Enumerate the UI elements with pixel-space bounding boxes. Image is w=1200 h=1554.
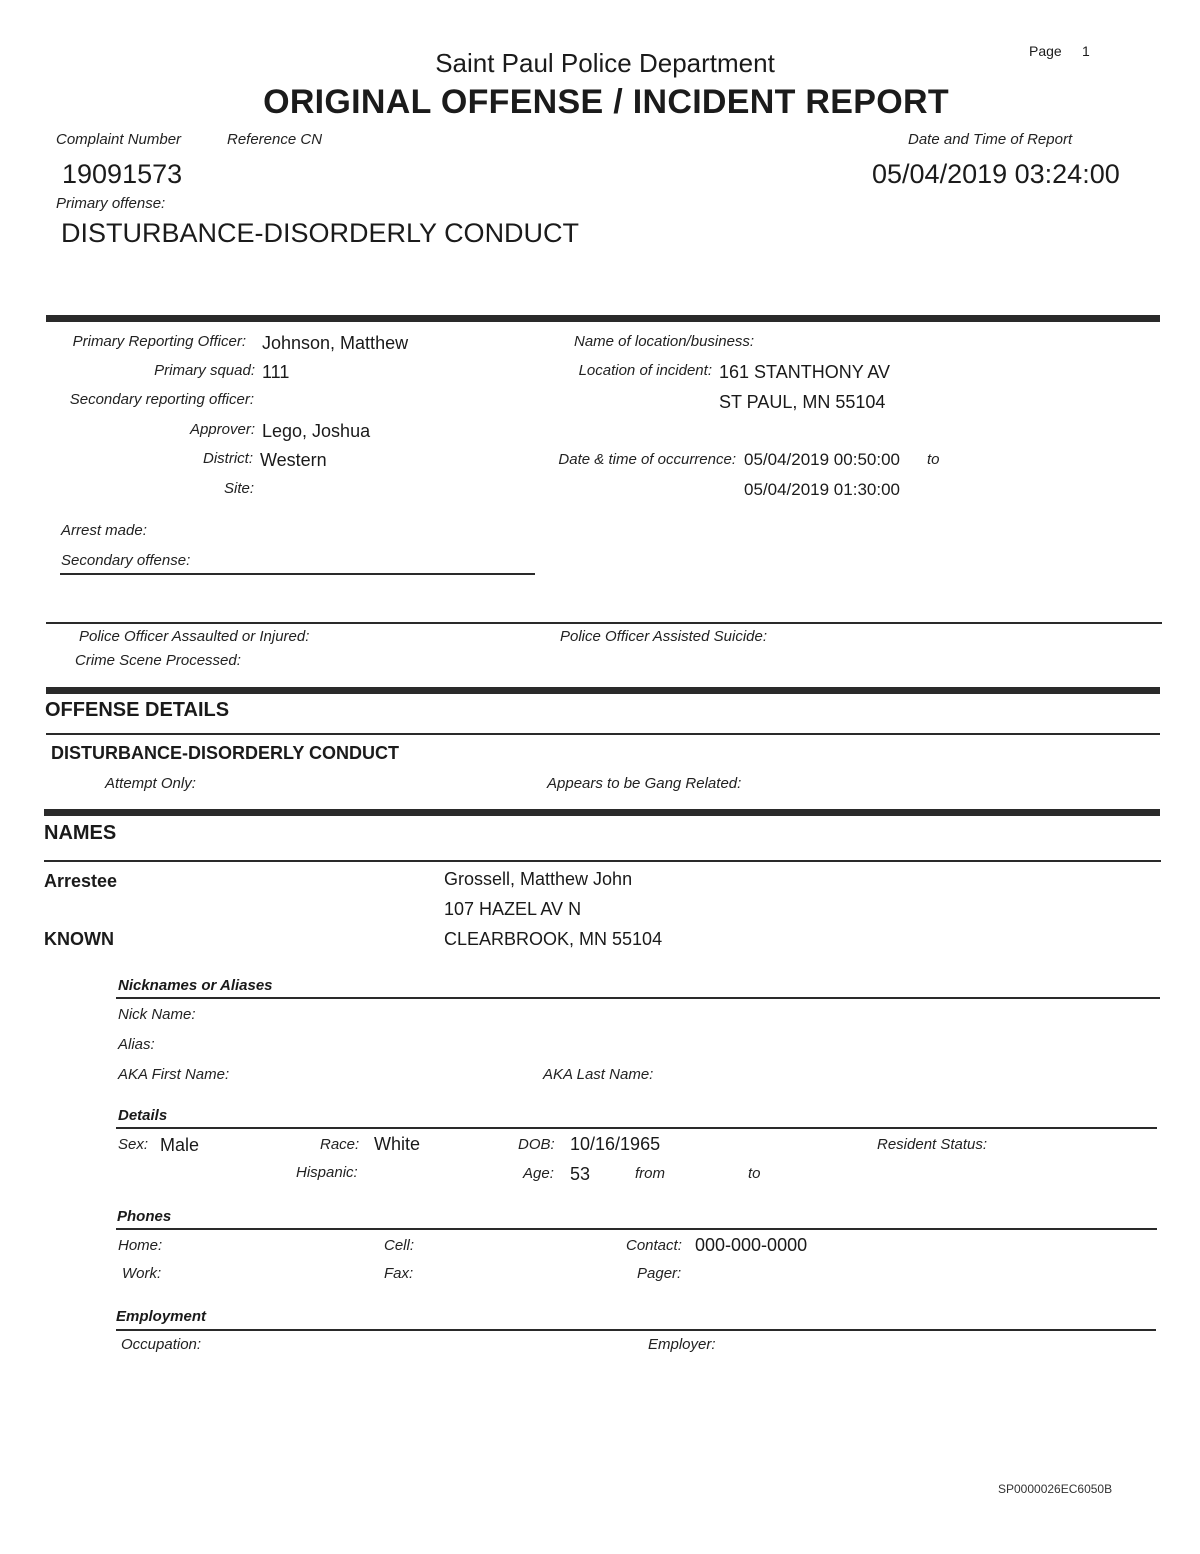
pager-label: Pager: [637, 1265, 682, 1282]
age-value: 53 [570, 1164, 591, 1184]
gang-related-label: Appears to be Gang Related: [547, 775, 742, 792]
complaint-number: 19091573 [62, 159, 183, 189]
occurrence-to-label: to [927, 451, 940, 468]
person-address-line2: CLEARBROOK, MN 55104 [444, 929, 663, 949]
details-title: Details [118, 1107, 168, 1124]
work-phone-label: Work: [122, 1265, 162, 1282]
department-name: Saint Paul Police Department [435, 48, 775, 78]
officer-assaulted-label: Police Officer Assaulted or Injured: [79, 628, 310, 645]
primary-squad: 111 [262, 362, 290, 382]
age-from-label: from [635, 1165, 665, 1182]
age-to-label: to [748, 1165, 761, 1182]
home-phone-label: Home: [118, 1237, 163, 1254]
race-label: Race: [320, 1136, 360, 1153]
arrest-made-label: Arrest made: [61, 522, 147, 539]
secondary-reporting-officer-label: Secondary reporting officer: [69, 391, 254, 408]
sex-label: Sex: [118, 1136, 149, 1153]
primary-squad-label: Primary squad: [154, 362, 255, 379]
person-address-line1: 107 HAZEL AV N [444, 899, 582, 919]
nicknames-rule [116, 997, 1160, 999]
person-status: KNOWN [44, 929, 114, 949]
aka-first-name-label: AKA First Name: [118, 1066, 230, 1083]
nick-name-label: Nick Name: [118, 1006, 196, 1023]
page-number: 1 [1082, 43, 1090, 59]
nicknames-title: Nicknames or Aliases [118, 977, 273, 994]
hispanic-label: Hispanic: [296, 1164, 358, 1181]
approver: Lego, Joshua [262, 421, 371, 441]
phones-rule [116, 1228, 1157, 1230]
district: Western [260, 450, 327, 470]
dob-label: DOB: [518, 1136, 555, 1153]
header-divider [46, 315, 1160, 322]
primary-offense-label: Primary offense: [56, 195, 166, 212]
primary-reporting-officer: Johnson, Matthew [262, 333, 409, 353]
complaint-number-label: Complaint Number [56, 131, 182, 148]
flags-divider [46, 622, 1162, 624]
district-label: District: [203, 450, 253, 467]
race-value: White [374, 1134, 421, 1154]
date-time-report-label: Date and Time of Report [908, 131, 1073, 148]
reference-cn-label: Reference CN [227, 131, 323, 148]
occupation-label: Occupation: [121, 1336, 202, 1353]
secondary-offense-label: Secondary offense: [61, 552, 191, 569]
sex-value: Male [160, 1135, 200, 1155]
report-title: ORIGINAL OFFENSE / INCIDENT REPORT [263, 83, 949, 121]
resident-status-label: Resident Status: [877, 1136, 988, 1153]
offense-details-rule [46, 733, 1160, 735]
contact-phone-value: 000-000-0000 [695, 1235, 808, 1255]
names-top-divider [44, 809, 1160, 816]
crime-scene-label: Crime Scene Processed: [75, 652, 241, 669]
occurrence-label: Date & time of occurrence: [558, 451, 736, 468]
employment-rule [116, 1329, 1156, 1331]
location-name-label: Name of location/business: [574, 333, 755, 350]
secondary-offense-underline [60, 573, 535, 575]
age-label: Age: [523, 1165, 554, 1182]
offense-details-title: OFFENSE DETAILS [45, 699, 230, 721]
primary-reporting-officer-label: Primary Reporting Officer: [72, 333, 246, 350]
details-rule [116, 1127, 1157, 1129]
names-rule [44, 860, 1161, 862]
occurrence-end: 05/04/2019 01:30:00 [744, 480, 900, 499]
phones-title: Phones [117, 1208, 172, 1225]
employer-label: Employer: [648, 1336, 716, 1353]
offense-details-top-divider [46, 687, 1160, 694]
employment-title: Employment [116, 1308, 207, 1325]
person-role: Arrestee [44, 871, 118, 891]
occurrence-start: 05/04/2019 00:50:00 [744, 450, 900, 469]
assisted-suicide-label: Police Officer Assisted Suicide: [560, 628, 768, 645]
incident-address-line2: ST PAUL, MN 55104 [719, 392, 886, 412]
date-time-report: 05/04/2019 03:24:00 [872, 159, 1120, 189]
page-label: Page [1029, 43, 1062, 59]
attempt-only-label: Attempt Only: [105, 775, 196, 792]
dob-value: 10/16/1965 [570, 1134, 661, 1154]
incident-address-line1: 161 STANTHONY AV [719, 362, 891, 382]
fax-label: Fax: [384, 1265, 414, 1282]
person-full-name: Grossell, Matthew John [444, 869, 633, 889]
cell-phone-label: Cell: [384, 1237, 415, 1254]
site-label: Site: [223, 480, 254, 497]
names-title: NAMES [44, 822, 117, 844]
approver-label: Approver: [189, 421, 255, 438]
alias-label: Alias: [118, 1036, 155, 1053]
location-of-incident-label: Location of incident: [578, 362, 712, 379]
document-id: SP0000026EC6050B [998, 1482, 1113, 1496]
aka-last-name-label: AKA Last Name: [543, 1066, 654, 1083]
primary-offense: DISTURBANCE-DISORDERLY CONDUCT [61, 218, 580, 248]
contact-phone-label: Contact: [626, 1237, 682, 1254]
offense-name: DISTURBANCE-DISORDERLY CONDUCT [51, 743, 400, 763]
